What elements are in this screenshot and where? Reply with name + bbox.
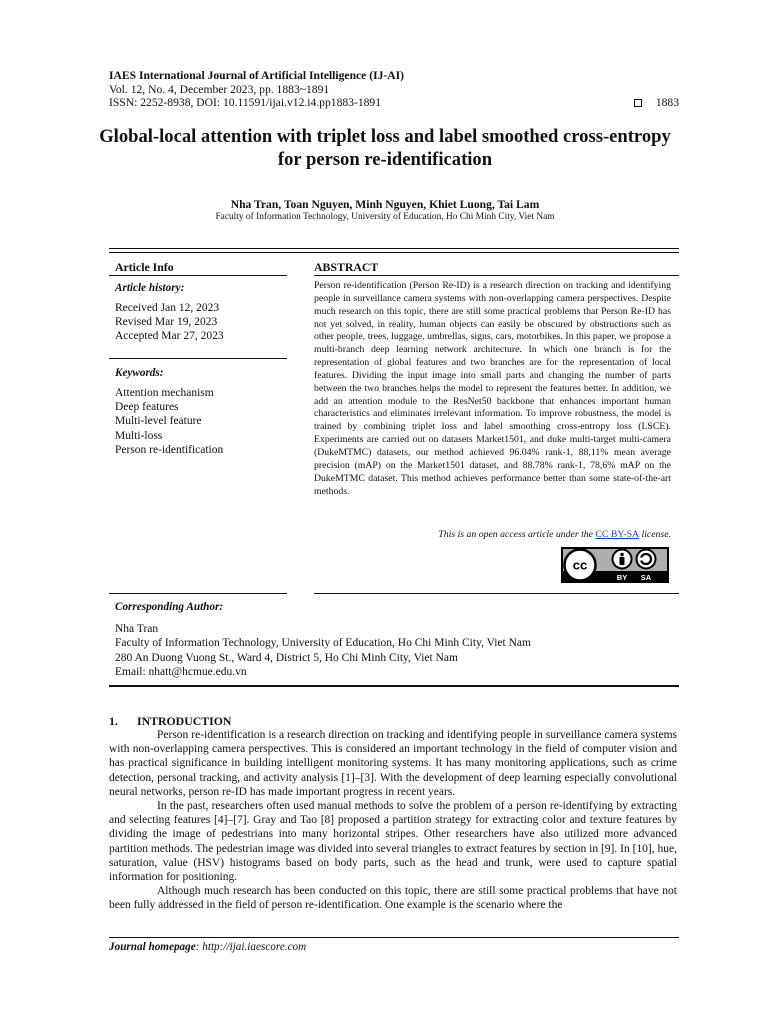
keywords	[115, 367, 287, 457]
license-suffix: license.	[639, 529, 671, 540]
by-person-body	[620, 557, 625, 565]
corr-bottom-rule	[109, 685, 679, 687]
license-link[interactable]: CC BY-SA	[595, 529, 640, 540]
keywords-rule	[109, 358, 287, 359]
footer-rule	[109, 937, 679, 938]
paragraph: Although much research has been conducted on this topic, there are still some practical problems that have not been fully addressed in the field of person re-identification. One example is the scenario where the	[109, 885, 677, 912]
page-number: 1883	[655, 96, 679, 109]
article-history	[115, 282, 287, 344]
square-icon	[634, 99, 642, 107]
article-info	[115, 260, 287, 275]
paragraph: Person re-identification is a research direction on tracking and identifying people in surveillance camera systems with non-overlapping camera perspectives. This is considered an important technology in the field of computer vision and has practical significance in building intelligent monitoring systems. It has many monitoring applications, such as crime detection, personal tracking, and activity analysis [1]–[3]. With the development of deep learning especially convolutional neural networks, person re-ID has made important progress in recent years.	[109, 729, 677, 798]
homepage-url[interactable]: : http://ijai.iaescore.com	[195, 941, 307, 953]
by-person-head	[620, 553, 624, 557]
history-heading: Article history:	[115, 282, 185, 294]
journal-homepage	[109, 941, 306, 953]
keywords-bottom-rule	[109, 593, 287, 594]
history-revised: Revised Mar 19, 2023	[115, 316, 218, 329]
sa-share-icon	[637, 550, 656, 569]
article-info-rule	[109, 275, 287, 276]
abstract-bottom-rule	[314, 593, 679, 594]
by-label: BY	[616, 573, 628, 582]
authors: Nha Tran, Toan Nguyen, Minh Nguyen, Khiet Luong, Tai Lam	[230, 198, 540, 211]
issn-line: ISSN: 2252-8938, DOI: 10.11591/ijai.v12.i4.pp1883-1891	[109, 96, 382, 109]
abstract-heading: ABSTRACT	[314, 260, 379, 274]
journal-header	[109, 69, 679, 110]
keyword-item: Multi-level feature	[115, 415, 202, 428]
abstract-text: Person re-identification (Person Re-ID) is a research direction on tracking and identifying people in surveillance camera systems with non-overlapping camera perspectives. Despite much research on this topic, there are still some practical problems that Person Re-ID has not yet solved, in reality, human objects can easily be obscured by obstructions such as other people, trees, luggage, umbrellas, signs, cars, motorbikes. In this paper, we propose a multi-branch deep learning network architecture. In which one branch is for the representation of global features and two branches are for the representation of local features. Dividing the input image into small parts and changing the number of parts between the two branches helps the model to represent the features better. In addition, we add an attention module to the ResNet50 backbone that enhances important human characteristics and eliminates irrelevant information. To improve robustness, the model is trained by combining triplet loss and label smoothing cross-entropy loss (LSCE). Experiments are carried out on datasets Market1501, and duke multi-target multi-camera (DukeMTMC) datasets, our method achieved 96.04% rank-1, 88,11% mean average precision (mAP) on the Market1501 dataset, and 88.78% rank-1, 78,6% mAP on the DukeMTMC dataset. This method achieves performance better than some state-of-the-art methods.	[314, 280, 671, 497]
introduction-body	[109, 728, 677, 913]
page-number-box	[634, 96, 679, 110]
cc-by-sa-badge-icon[interactable]	[561, 547, 669, 583]
keyword-item: Person re-identification	[115, 443, 224, 456]
keyword-item: Attention mechanism	[115, 387, 214, 399]
cc-text: cc	[572, 557, 588, 573]
keyword-item: Deep features	[115, 401, 179, 414]
affiliation: Faculty of Information Technology, University of Education, Ho Chi Minh City, Viet Nam	[215, 212, 555, 222]
keyword-item: Multi-loss	[115, 429, 163, 442]
license-prefix: This is an open access article under the	[438, 529, 596, 540]
section-title: INTRODUCTION	[137, 714, 232, 728]
section-heading	[109, 714, 231, 729]
abstract-rule	[314, 275, 679, 276]
paragraph: In the past, researchers often used manual methods to solve the problem of a person re-identifying by extracting and selecting features [4]–[7]. Gray and Tao [8] proposed a partition strategy for extracting color and texture features by dividing the image of pedestrians into many horizontal stripes. Other researchers have also utilized more advanced partition methods. The pedestrian image was divided into several triangles to extract features by section in [9]. In [10], hue, saturation, value (HSV) histograms based on body parts, such as the head and trunk, were used to capture spatial information for positioning.	[109, 800, 677, 884]
paper-title: Global-local attention with triplet loss and label smoothed cross-entropy for person re-identification	[99, 126, 671, 170]
corr-affiliation: Faculty of Information Technology, University of Education, Ho Chi Minh City, Viet Nam	[115, 637, 531, 650]
license-line	[314, 529, 671, 540]
homepage-label: Journal homepage	[109, 941, 196, 953]
journal-name: IAES International Journal of Artificial Intelligence (IJ-AI)	[109, 69, 404, 82]
section-number: 1.	[109, 714, 118, 728]
sa-arrow-gap	[640, 558, 644, 561]
corr-email: Email: nhatt@hcmue.edu.vn	[115, 665, 247, 678]
issn-row	[109, 96, 679, 110]
top-double-rule-2	[109, 252, 679, 253]
top-double-rule	[109, 248, 679, 249]
corr-address: 280 An Duong Vuong St., Ward 4, District 5, Ho Chi Minh City, Viet Nam	[115, 651, 458, 664]
article-info-heading: Article Info	[115, 260, 174, 274]
volume-line: Vol. 12, No. 4, December 2023, pp. 1883~1891	[109, 82, 330, 96]
corresponding-author	[115, 622, 531, 679]
corr-name: Nha Tran	[115, 623, 159, 635]
sa-label: SA	[640, 573, 652, 582]
history-accepted: Accepted Mar 27, 2023	[115, 330, 224, 343]
keywords-heading: Keywords:	[115, 367, 164, 379]
history-received: Received Jan 12, 2023	[115, 302, 220, 314]
corresponding-heading: Corresponding Author:	[115, 601, 224, 613]
